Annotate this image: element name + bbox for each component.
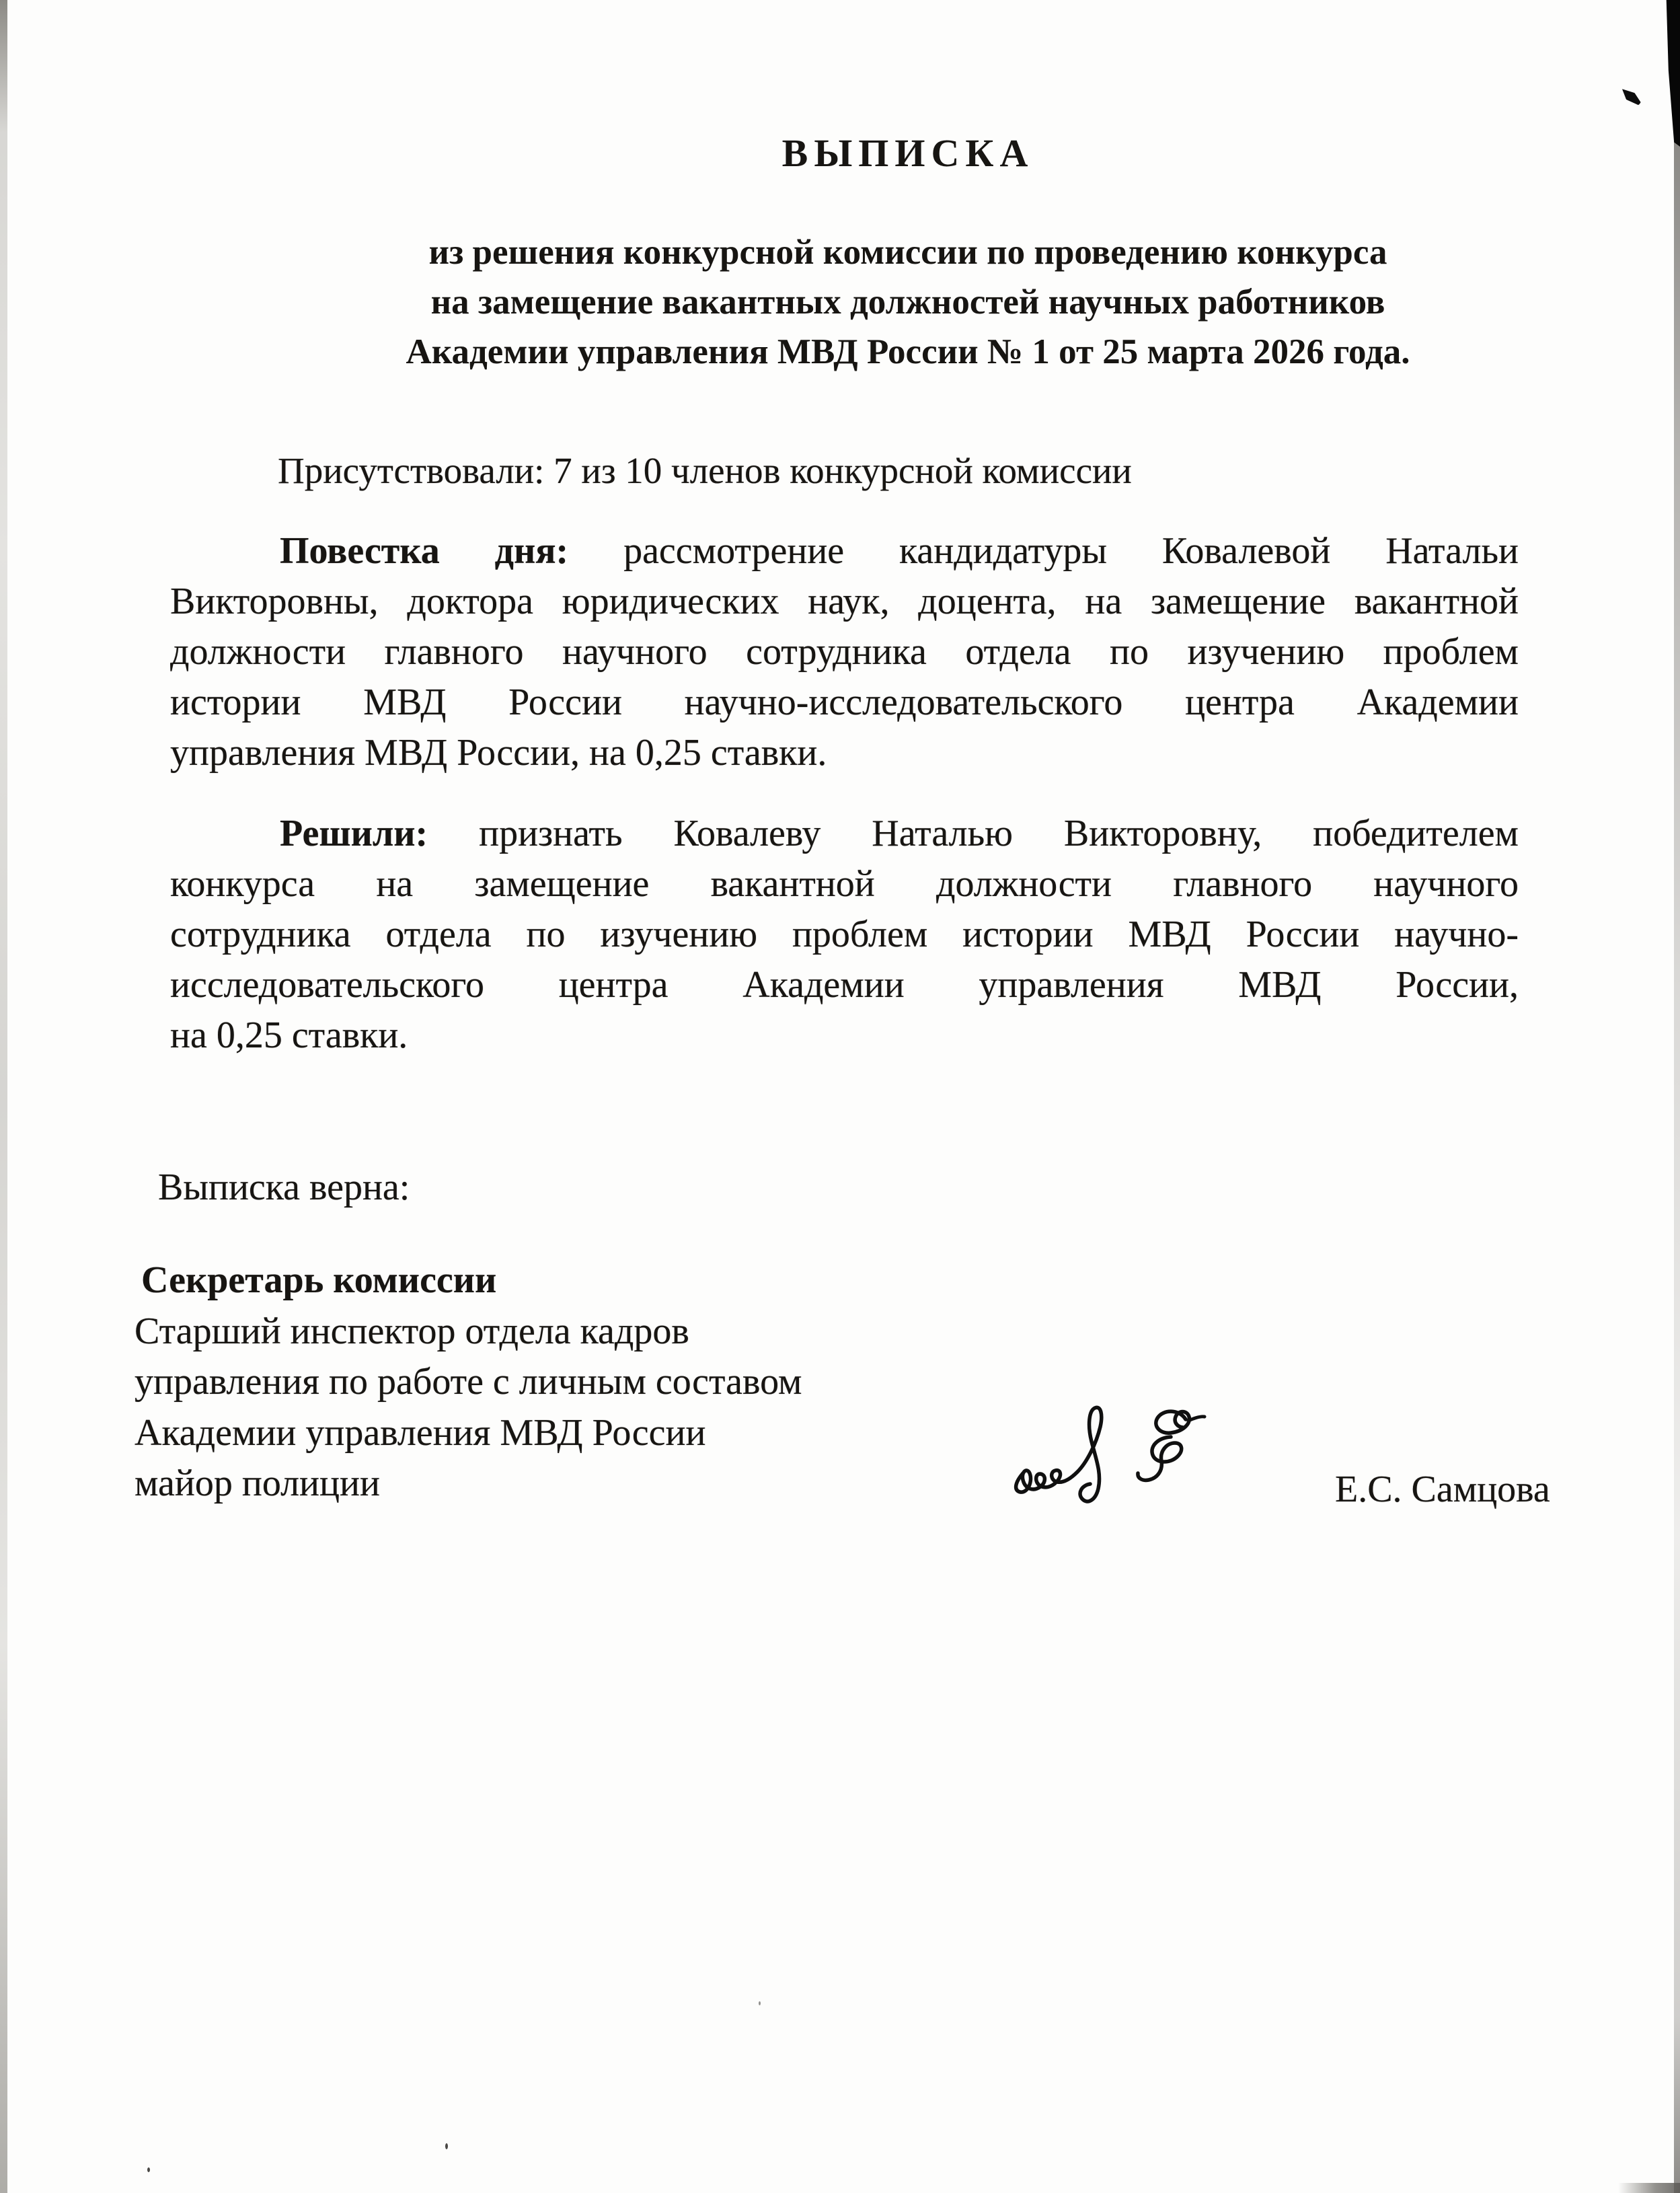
document-title: ВЫПИСКА [781, 131, 1034, 175]
agenda-line-text: рассмотрение кандидатуры Ковалевой Натальи [623, 530, 1519, 572]
resolution-line: сотрудника отдела по изучению проблем истории МВД России научно- [170, 914, 1519, 955]
agenda-line: Викторовны, доктора юридических наук, доцента, на замещение вакантной [170, 581, 1519, 622]
resolution-line: исследовательского центра Академии управления МВД России, [170, 964, 1519, 1006]
agenda-line: управления МВД России, на 0,25 ставки. [170, 732, 827, 774]
resolution-line [170, 809, 1519, 859]
signature-block [135, 1255, 802, 1510]
scan-speck [445, 2143, 448, 2149]
document-subtitle-line: Академии управления МВД России № 1 от 25 марта 2026 года. [406, 332, 1410, 371]
document-subtitle-line: на замещение вакантных должностей научных работников [430, 283, 1385, 322]
agenda-line: должности главного научного сотрудника отдела по изучению проблем [170, 631, 1519, 673]
pen-mark [1619, 86, 1644, 107]
scan-edge-left-band [0, 0, 7, 2193]
scan-smudge-bottom-right [1618, 2183, 1680, 2193]
scan-speck [147, 2167, 150, 2172]
scan-speck [759, 2001, 761, 2005]
agenda-label: Повестка дня: [280, 530, 569, 572]
signer-title-line: Академии управления МВД России [135, 1411, 706, 1454]
signer-title-line: майор полиции [135, 1462, 380, 1504]
agenda-paragraph [170, 526, 1519, 778]
signer-title-line: управления по работе с личным составом [135, 1361, 802, 1403]
agenda-line [170, 526, 1519, 577]
scan-corner-shadow [1663, 0, 1680, 147]
document-subtitle-line: из решения конкурсной комиссии по проведению конкурса [428, 233, 1387, 272]
resolution-label: Решили: [280, 813, 428, 854]
agenda-line: истории МВД России научно-исследовательского центра Академии [170, 681, 1519, 723]
resolution-line: конкурса на замещение вакантной должности главного научного [170, 863, 1519, 905]
resolution-paragraph [170, 809, 1519, 1061]
scan-edge-right-band [1674, 0, 1680, 2193]
signer-title-line: Старший инспектор отдела кадров [135, 1310, 689, 1352]
document-header [235, 132, 1580, 377]
resolution-line: на 0,25 ставки. [170, 1014, 408, 1056]
certification-line: Выписка верна: [158, 1166, 410, 1208]
attendance-line: Присутствовали: 7 из 10 членов конкурсной комиссии [278, 450, 1132, 491]
signer-role: Секретарь комиссии [141, 1259, 497, 1301]
signature-graphic [1005, 1394, 1234, 1515]
signer-name: Е.С. Самцова [1335, 1469, 1550, 1510]
resolution-line-text: признать Ковалеву Наталью Викторовну, победителем [479, 813, 1519, 854]
